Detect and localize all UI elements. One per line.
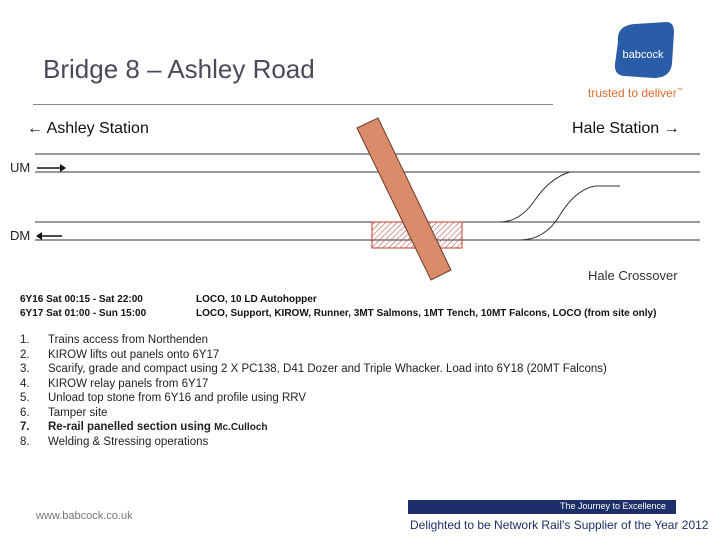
- step-item: [20, 363, 607, 378]
- procedure-steps: [20, 334, 607, 450]
- bridge-8-shape: [357, 118, 451, 280]
- step-item: [20, 378, 607, 393]
- step-number: 8.: [20, 435, 30, 448]
- step-text: KIROW lifts out panels onto 6Y17: [48, 348, 220, 361]
- step-item: [20, 349, 607, 364]
- step-number: 4.: [20, 377, 30, 390]
- step-number: 2.: [20, 348, 30, 361]
- train-6y16-time: 6Y16 Sat 00:15 - Sat 22:00: [20, 294, 143, 305]
- station-right: Hale Station →: [572, 120, 680, 137]
- step-number: 5.: [20, 392, 30, 404]
- step-item: [20, 436, 607, 451]
- step-item: [20, 334, 607, 349]
- dm-arrow-head: [36, 232, 42, 240]
- step-item: [20, 421, 607, 436]
- train-6y16-consist: LOCO, 10 LD Autohopper: [196, 294, 317, 305]
- logo-brand-text: babcock: [622, 49, 664, 61]
- footer-banner: [408, 500, 720, 540]
- step-text: Scarify, grade and compact using 2 X PC138, D41 Dozer and Triple Whacker. Load into 6Y18 (20MT Falcons): [48, 363, 607, 375]
- dm-label: DM: [10, 228, 31, 243]
- step-text-small: Mc.Culloch: [214, 422, 268, 433]
- banner-bottom-text: Delighted to be Network Rail's Supplier of the Year 2012: [410, 518, 709, 532]
- track-diagram: [0, 110, 720, 290]
- step-text: Welding & Stressing operations: [48, 435, 209, 448]
- logo-tagline-text: trusted to deliver: [588, 86, 677, 100]
- crossover-label: Hale Crossover: [588, 268, 678, 283]
- step-item: [20, 392, 607, 407]
- step-text: Unload top stone from 6Y16 and profile using RRV: [48, 392, 307, 404]
- step-item: [20, 407, 607, 422]
- title-divider: [33, 104, 553, 105]
- train-6y17-time: 6Y17 Sat 01:00 - Sun 15:00: [20, 308, 147, 319]
- footer-url: www.babcock.co.uk: [36, 510, 133, 522]
- um-arrow-head: [60, 164, 66, 172]
- station-left: ← Ashley Station: [27, 120, 149, 137]
- banner-top-text: The Journey to Excellence: [559, 501, 666, 511]
- train-6y17-consist: LOCO, Support, KIROW, Runner, 3MT Salmons, 1MT Tench, 10MT Falcons, LOCO (from site only): [196, 308, 657, 319]
- crossover-curve-1: [500, 172, 580, 222]
- crossover-curve-2: [520, 186, 620, 240]
- step-number: 6.: [20, 406, 30, 419]
- step-text: Trains access from Northenden: [48, 334, 209, 346]
- logo-tm: ™: [676, 88, 683, 94]
- step-text: Tamper site: [48, 406, 108, 419]
- page-title: Bridge 8 – Ashley Road: [43, 54, 315, 84]
- banner-top-bar: [408, 500, 676, 514]
- step-number: 1.: [20, 334, 30, 346]
- step-number: 3.: [20, 363, 30, 375]
- logo-tagline: [588, 86, 683, 100]
- um-label: UM: [10, 160, 31, 175]
- step-text: Re-rail panelled section using: [48, 421, 215, 433]
- babcock-logo: [610, 20, 676, 80]
- step-text: KIROW relay panels from 6Y17: [48, 377, 209, 390]
- step-number: 7.: [20, 421, 30, 433]
